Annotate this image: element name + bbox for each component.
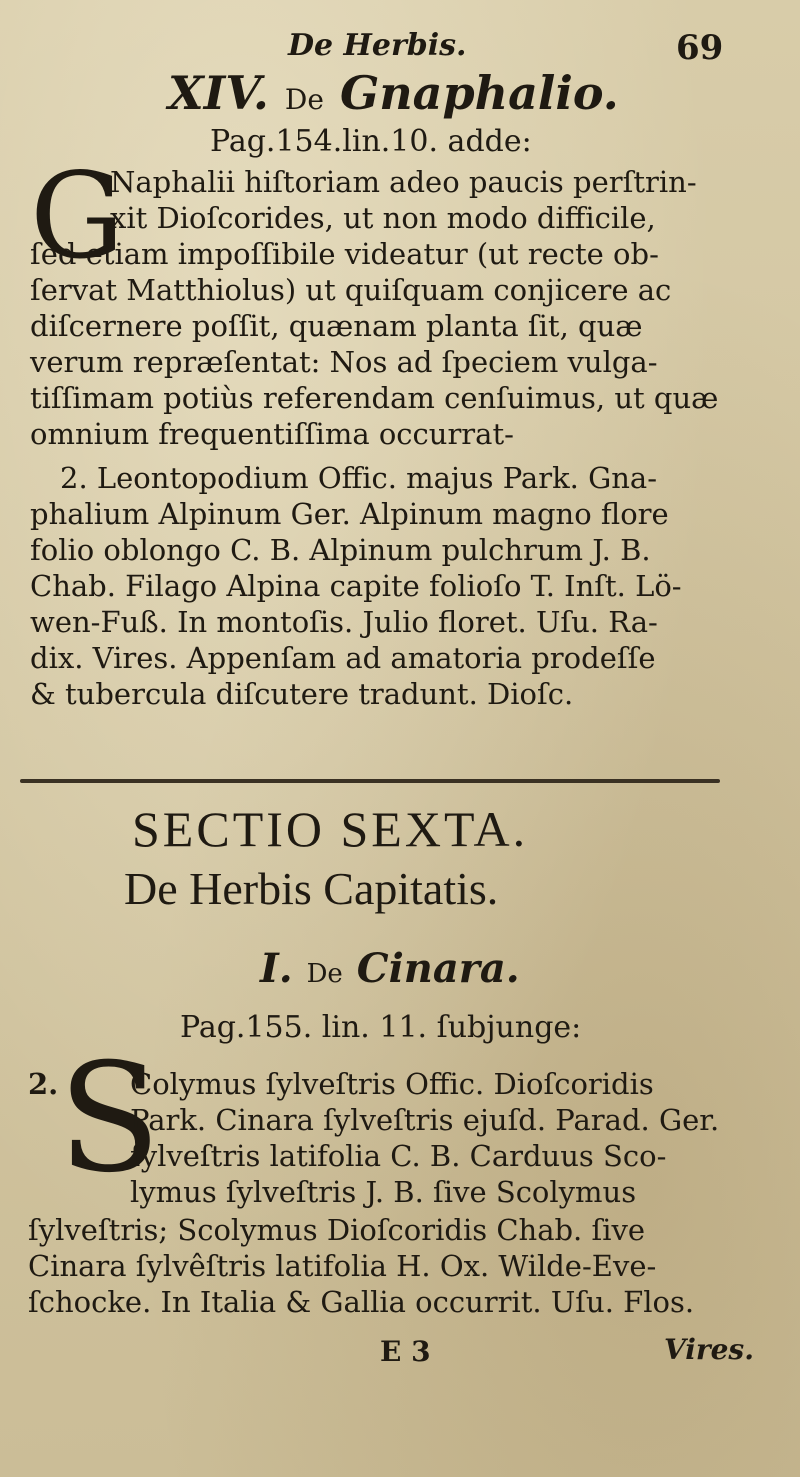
chapter-line: tiſſimam potiùs referendam cenſuimus, ut quæ [30,381,719,415]
chapter-line: 2. Leontopodium Offic. majus Park. Gna- [60,461,658,495]
page-number: 69 [676,28,724,68]
section-title: SECTIO SEXTA. [132,801,529,857]
chapter-line: verum repræſentat: Nos ad ſpeciem vulga- [30,345,658,379]
subchapter-line: lymus ſylveſtris J. B. ſive Scolymus [130,1175,637,1209]
chapter-line: phalium Alpinum Ger. Alpinum magno flore [30,497,669,531]
subchapter-title: Cinara. [356,945,520,992]
subchapter-dropcap: S [58,1032,161,1206]
chapter-line: Naphalii hiſtoriam adeo paucis perſtrin- [110,165,697,199]
subchapter-line: ſylveſtris; Scolymus Dioſcoridis Chab. ſive [28,1213,646,1247]
subchapter-line: Cinara ſylvêſtris latifolia H. Ox. Wilde-Eve- [28,1249,657,1283]
subchapter-number: I. [260,945,293,992]
subchapter-line: Park. Cinara ſylveſtris ejuſd. Parad. Ger. [130,1103,720,1137]
chapter-line: omnium frequentiſſima occurrat- [30,417,514,451]
chapter-line: Chab. Filago Alpina capite folioſo T. Inſt. Lö- [30,569,682,603]
chapter-reference: Pag.154.lin.10. adde: [210,124,532,159]
section-divider-rule [20,779,720,783]
running-title: De Herbis. [288,28,467,63]
subchapter-item-number: 2. [28,1067,59,1101]
chapter-title: Gnaphalio. [339,66,619,120]
signature-mark: E 3 [380,1335,431,1368]
catchword: Vires. [664,1333,754,1366]
section-subtitle: De Herbis Capitatis. [124,863,499,914]
chapter-line: diſcernere poſſit, quænam planta ſit, quæ [30,309,643,343]
subchapter-line: ſchocke. In Italia & Gallia occurrit. Uſu. Flos. [28,1285,695,1319]
chapter-heading [168,66,619,120]
subchapter-heading [260,945,520,992]
chapter-line: ſervat Matthiolus) ut quiſquam conjicere ac [30,273,672,307]
chapter-de: De [284,83,324,116]
chapter-line: dix. Vires. Appenſam ad amatoria prodeſſe [30,641,656,675]
chapter-line: wen-Fuß. In montoſis. Julio floret. Uſu. Ra- [30,605,658,639]
chapter-line: xit Dioſcorides, ut non modo difficile, [110,201,656,235]
subchapter-de: De [306,959,343,989]
subchapter-line: Colymus ſylveſtris Offic. Dioſcoridis [130,1067,654,1101]
chapter-dropcap: G [30,147,125,285]
subchapter-line: ſylveſtris latifolia C. B. Carduus Sco- [130,1139,667,1173]
chapter-line: ſed etiam impoſſibile videatur (ut recte ob- [30,237,659,271]
chapter-line: & tubercula diſcutere tradunt. Dioſc. [30,677,574,711]
chapter-number: XIV. [168,66,269,120]
chapter-line: folio oblongo C. B. Alpinum pulchrum J. B. [30,533,651,567]
subchapter-reference: Pag.155. lin. 11. ſubjunge: [180,1010,582,1045]
